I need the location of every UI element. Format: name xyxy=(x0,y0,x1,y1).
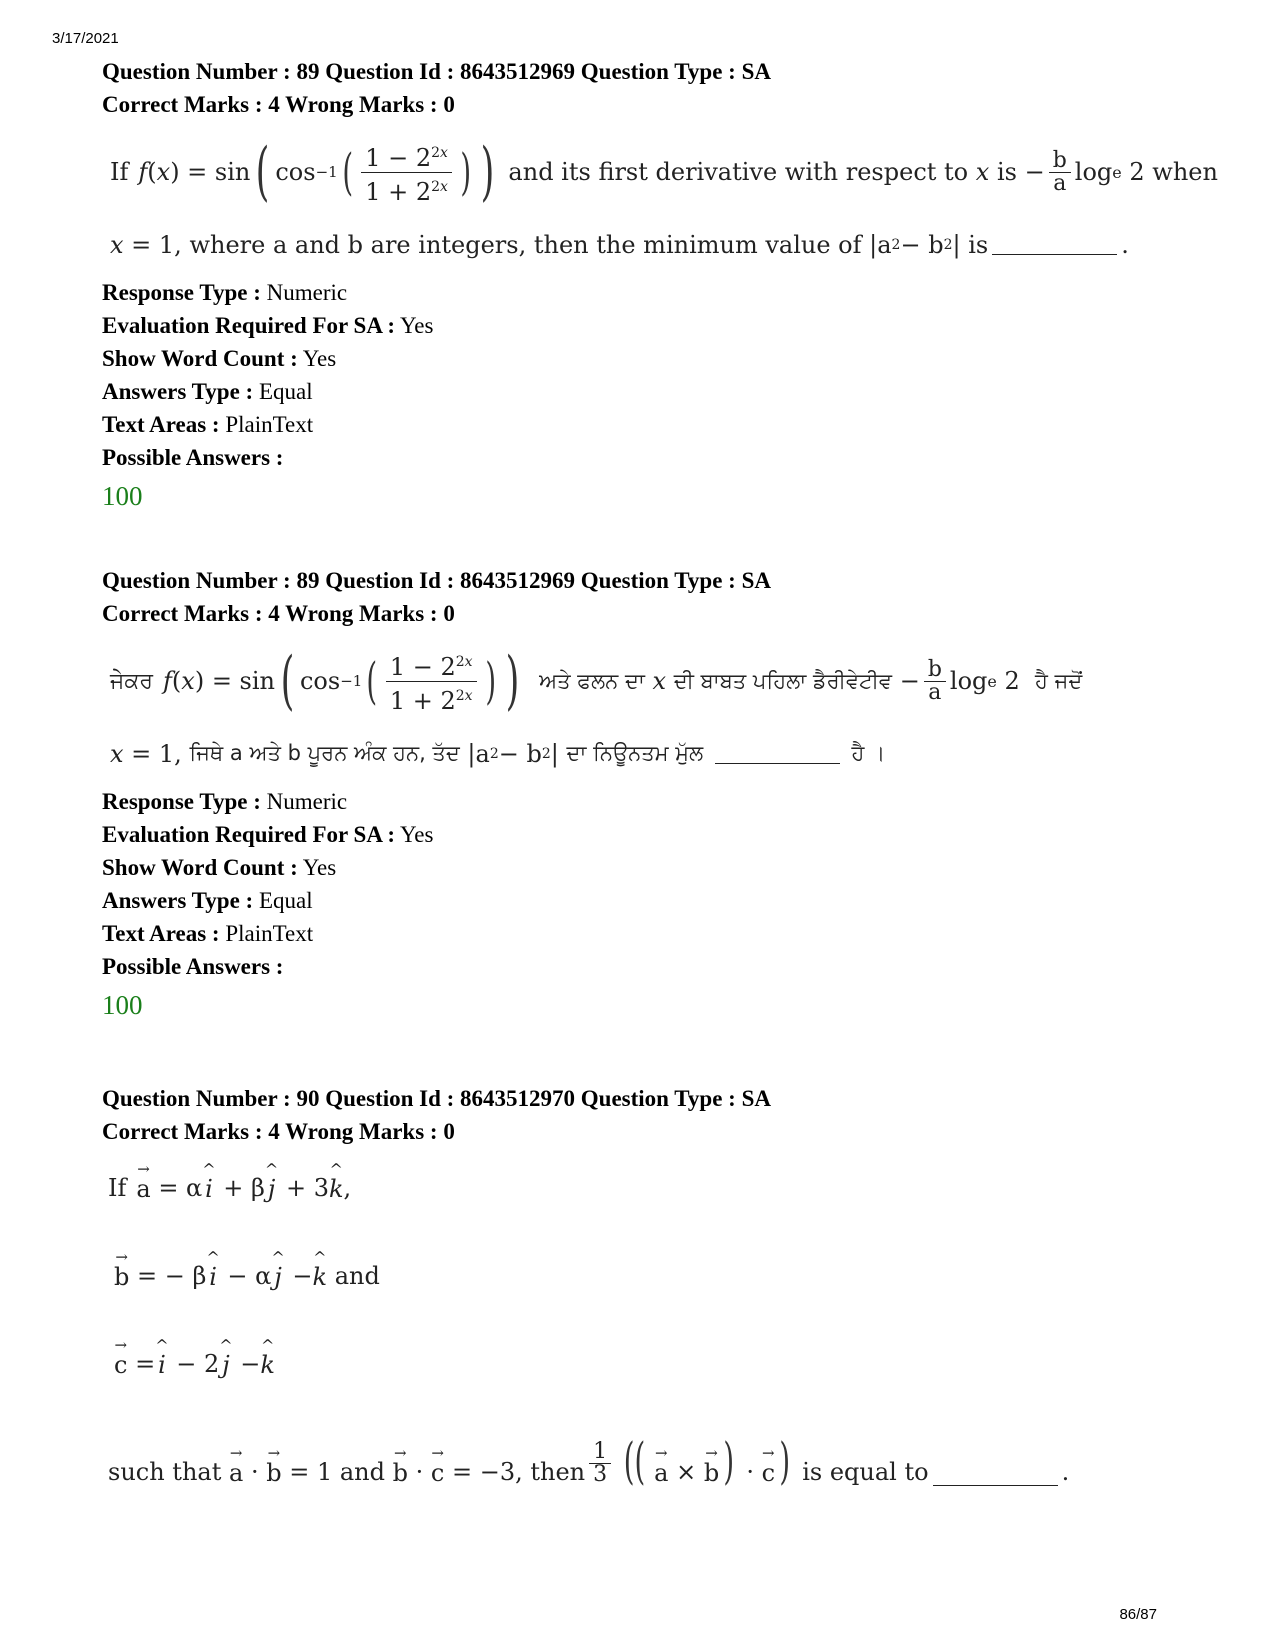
question-stem-line-2: x = 1, ਜਿਥੇ a ਅਤੇ b ਪੂਰਨ ਅੰਕ ਹਨ, ਤੱਦ |a 2 − b 2 | ਦਾ ਨਿਊਨਤਮ ਮੁੱਲ ਹੈ । xyxy=(110,739,886,768)
question-meta: Question Number : 89 Question Id : 8643512969 Question Type : SA xyxy=(102,59,771,84)
question-fields: Response Type : Numeric Evaluation Required For SA : Yes Show Word Count : Yes Answers Type : Equal Text Areas : PlainText Possible Answers : xyxy=(102,280,434,470)
answer-blank xyxy=(715,743,840,764)
vector-c-line: → c = ^ i − 2 ^ j − ^ k xyxy=(114,1336,275,1379)
question-stem-line-2: x = 1, where a and b are integers, then the minimum value of |a 2 − b 2 | is . xyxy=(110,230,1129,259)
vector-b-line: → b = − β ^ i − α ^ j − ^ k and xyxy=(114,1248,380,1291)
question-stem-line-1: If f ( x ) = sin ( cos −1 ( $\frac{1 - 2^{2x}}{1 + 2^{2x}}$ ) ) and its first derivative with respect to x is − $\frac{b}{a}$ log e 2 when xyxy=(110,135,1218,209)
question-stem-line-1: ਜੇਕਰ f ( x ) = sin ( cos −1 ( $\frac{1 - 2^{2x}}{1 + 2^{2x}}$ ) ) ਅਤੇ ਫਲਨ ਦਾ x ਦੀ ਬਾਬਤ ਪਹਿਲਾ ਡੈਰੀਵੇਟੀਵ − $\frac{b}{a}$ log e 2 ਹੈ ਜਦੋਂ xyxy=(110,644,1083,718)
question-marks: Correct Marks : 4 Wrong Marks : 0 xyxy=(102,1119,455,1144)
question-block-2 xyxy=(102,564,1202,1025)
question-block-1 xyxy=(102,55,1218,516)
question-block-3 xyxy=(102,1082,1202,1494)
page-number: 86/87 xyxy=(1119,1606,1157,1623)
question-meta: Question Number : 89 Question Id : 8643512969 Question Type : SA xyxy=(102,568,771,593)
vector-a-line: If → a = α ^ i + β ^ j + 3 ^ k , xyxy=(108,1160,352,1203)
possible-answer: 100 xyxy=(102,481,143,511)
question-marks: Correct Marks : 4 Wrong Marks : 0 xyxy=(102,601,455,626)
question-marks: Correct Marks : 4 Wrong Marks : 0 xyxy=(102,92,455,117)
answer-blank xyxy=(933,1465,1058,1486)
print-date: 3/17/2021 xyxy=(52,30,119,47)
possible-answer: 100 xyxy=(102,990,143,1020)
answer-blank xyxy=(992,234,1117,255)
question-fields: Response Type : Numeric Evaluation Required For SA : Yes Show Word Count : Yes Answers Type : Equal Text Areas : PlainText Possible Answers : xyxy=(102,789,434,979)
question-condition-line: such that → a · → b = 1 and → b · → c = −3, then $\frac{1}{3}$ (( → a × → b ) · → c ) is equal to . xyxy=(108,1432,1070,1490)
question-meta: Question Number : 90 Question Id : 8643512970 Question Type : SA xyxy=(102,1086,771,1111)
